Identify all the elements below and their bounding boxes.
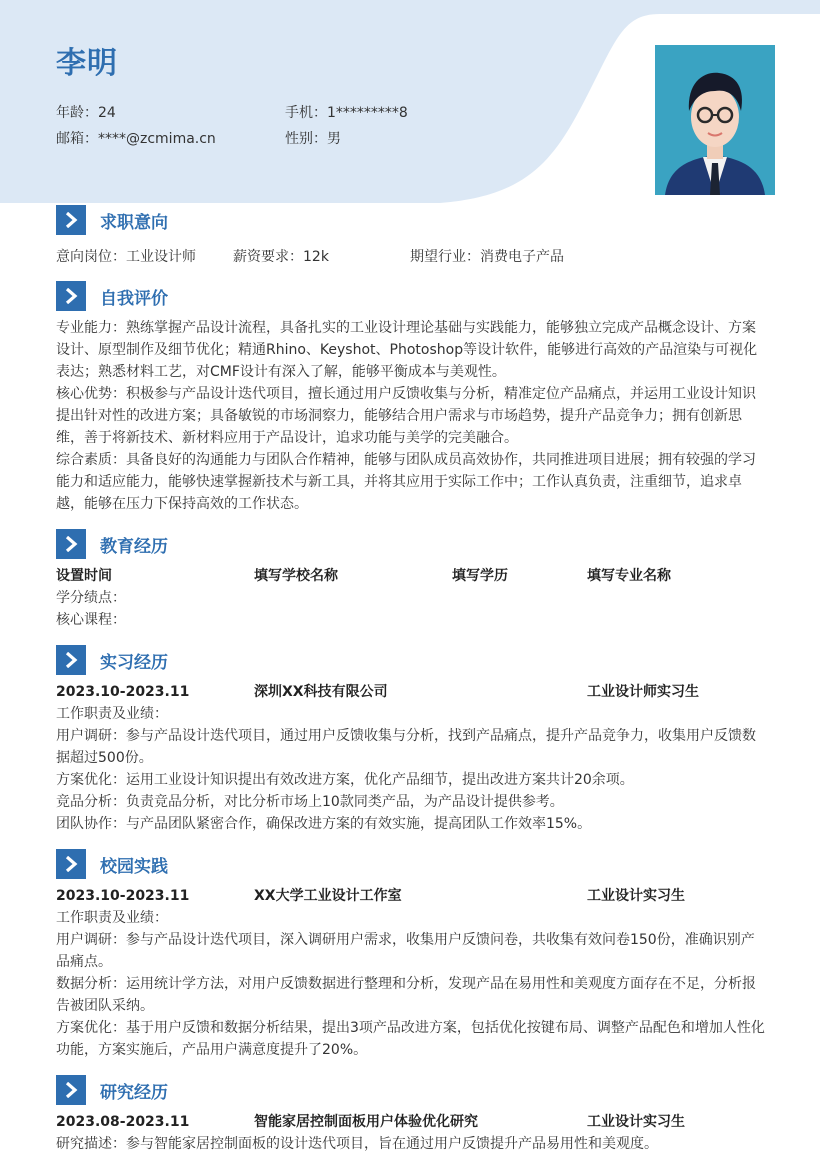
research-role: 工业设计实习生 xyxy=(587,1114,685,1130)
section-title: 校园实践 xyxy=(100,856,168,877)
education-time: 设置时间 xyxy=(56,568,112,584)
section-header-campus xyxy=(56,849,766,879)
internship-line: 团队协作：与产品团队紧密合作，确保改进方案的有效实施，提高团队工作效率15%。 xyxy=(56,816,592,832)
education-major: 填写专业名称 xyxy=(587,568,671,584)
campus-row xyxy=(56,885,766,907)
section-header-intent xyxy=(56,205,766,235)
resume-body xyxy=(56,205,766,1155)
chevron-right-icon xyxy=(56,849,86,879)
self-eval-paragraph: 核心优势：积极参与产品设计迭代项目，擅长通过用户反馈收集与分析，精准定位产品痛点，并运用工业设计知识提出针对性的改进方案；具备敏锐的市场洞察力，能够结合用户需求与市场趋势，提升产品竞争力；拥有创新思维，善于将新技术、新材料应用于产品设计，追求功能与美学的完美融合。 xyxy=(56,386,756,446)
research-time: 2023.08-2023.11 xyxy=(56,1114,190,1130)
chevron-right-icon xyxy=(56,645,86,675)
chevron-right-icon xyxy=(56,281,86,311)
internship-line: 工作职责及业绩： xyxy=(56,706,168,722)
section-title: 实习经历 xyxy=(100,652,168,673)
intent-salary: 薪资要求：12k xyxy=(233,249,329,265)
education-school: 填写学校名称 xyxy=(254,568,338,584)
education-degree: 填写学历 xyxy=(452,568,508,584)
internship-line: 用户调研：参与产品设计迭代项目，通过用户反馈收集与分析，找到产品痛点，提升产品竞争力，收集用户反馈数据超过500份。 xyxy=(56,728,756,766)
campus-line: 用户调研：参与产品设计迭代项目，深入调研用户需求，收集用户反馈问卷，共收集有效问卷150份，准确识别产品痛点。 xyxy=(56,932,755,970)
section-header-self-eval xyxy=(56,281,766,311)
email-field: 邮箱：****@zcmima.cn xyxy=(56,131,216,147)
gender-field: 性别：男 xyxy=(285,131,341,147)
internship-role: 工业设计师实习生 xyxy=(587,684,699,700)
internship-line: 方案优化：运用工业设计知识提出有效改进方案，优化产品细节，提出改进方案共计20余项。 xyxy=(56,772,634,788)
internship-line: 竞品分析：负责竞品分析，对比分析市场上10款同类产品，为产品设计提供参考。 xyxy=(56,794,564,810)
section-header-education xyxy=(56,529,766,559)
education-courses: 核心课程： xyxy=(56,612,126,628)
section-title: 求职意向 xyxy=(100,212,168,233)
intent-industry: 期望行业：消费电子产品 xyxy=(410,249,564,265)
self-eval-paragraph: 综合素质：具备良好的沟通能力与团队合作精神，能够与团队成员高效协作，共同推进项目进展；拥有较强的学习能力和适应能力，能够快速掌握新技术与新工具，并将其应用于实际工作中；工作认真负责，注重细节，追求卓越，能够在压力下保持高效的工作状态。 xyxy=(56,452,756,512)
campus-line: 方案优化：基于用户反馈和数据分析结果，提出3项产品改进方案，包括优化按键布局、调整产品配色和增加人性化功能，方案实施后，产品用户满意度提升了20%。 xyxy=(56,1020,765,1058)
campus-role: 工业设计实习生 xyxy=(587,888,685,904)
internship-time: 2023.10-2023.11 xyxy=(56,684,190,700)
section-title: 自我评价 xyxy=(100,288,168,309)
intent-position: 意向岗位：工业设计师 xyxy=(56,249,196,265)
research-row xyxy=(56,1111,766,1133)
chevron-right-icon xyxy=(56,205,86,235)
phone-field: 手机：1*********8 xyxy=(285,105,408,121)
self-eval-paragraph: 专业能力：熟练掌握产品设计流程，具备扎实的工业设计理论基础与实践能力，能够独立完成产品概念设计、方案设计、原型制作及细节优化；精通Rhino、Keyshot、Photoshop等设计软件，能够进行高效的产品渲染与可视化表达；熟悉材料工艺，对CMF设计有深入了解，能够平衡成本与美观性。 xyxy=(56,320,758,380)
candidate-name: 李明 xyxy=(56,46,118,81)
research-org: 智能家居控制面板用户体验优化研究 xyxy=(254,1114,478,1130)
section-title: 研究经历 xyxy=(100,1082,168,1103)
job-intent-row xyxy=(56,246,766,268)
age-field: 年龄：24 xyxy=(56,105,116,121)
campus-line: 工作职责及业绩： xyxy=(56,910,168,926)
education-row xyxy=(56,565,766,587)
campus-time: 2023.10-2023.11 xyxy=(56,888,190,904)
chevron-right-icon xyxy=(56,529,86,559)
education-gpa: 学分绩点： xyxy=(56,590,126,606)
chevron-right-icon xyxy=(56,1075,86,1105)
profile-photo xyxy=(655,45,775,195)
internship-org: 深圳XX科技有限公司 xyxy=(254,684,388,700)
section-title: 教育经历 xyxy=(100,536,168,557)
self-eval-text xyxy=(56,317,766,515)
section-header-research xyxy=(56,1075,766,1105)
campus-org: XX大学工业设计工作室 xyxy=(254,888,402,904)
internship-row xyxy=(56,681,766,703)
section-header-internship xyxy=(56,645,766,675)
resume-header xyxy=(0,0,820,205)
research-line: 研究描述：参与智能家居控制面板的设计迭代项目，旨在通过用户反馈提升产品易用性和美观度。 xyxy=(56,1136,658,1152)
campus-line: 数据分析：运用统计学方法，对用户反馈数据进行整理和分析，发现产品在易用性和美观度方面存在不足，分析报告被团队采纳。 xyxy=(56,976,756,1014)
